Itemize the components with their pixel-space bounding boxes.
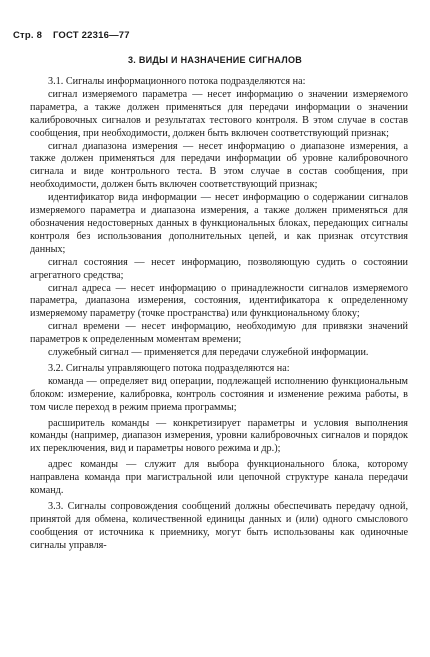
section-title: 3. ВИДЫ И НАЗНАЧЕНИЕ СИГНАЛОВ xyxy=(127,55,303,65)
paragraph-measured-parameter: сигнал измеряемого параметра — несет информацию о значении измеряемого параметра, а также должен применяться для передачи информации о значении калибровочных сигналов и результатах тестового контроля. В этом случае в состав сообщения, при необходимости, должен быть включен соответствующий признак; xyxy=(30,88,408,139)
paragraph-command-address: адрес команды — служит для выбора функционального блока, которому направлена команда при магистральной или цепочной структуре канала передачи команд. xyxy=(30,459,408,497)
paragraph-service-signal: служебный сигнал — применяется для передачи служебной информации. xyxy=(48,347,369,359)
paragraph-3-3: 3.3. Сигналы сопровождения сообщений должны обеспечивать передачу одной, принятой для обмена, количественной единицы данных и (или) одного смыслового сообщения от источника к приемнику, могут быть использованы как одиночные сигналы управля- xyxy=(30,501,408,551)
page-header xyxy=(13,30,138,41)
paragraph-3-2: 3.2. Сигналы управляющего потока подразделяются на: xyxy=(48,362,290,374)
paragraph-command-extender: расширитель команды — конкретизирует параметры и условия выполнения команды (например, диапазон измерения, уровни калибровочных сигналов и порядок их переключения, вид и параметры нового режима и др.); xyxy=(30,417,408,455)
standard-code: ГОСТ 22316—77 xyxy=(52,30,130,41)
paragraph-range-signal: сигнал диапазона измерения — несет информацию о диапазоне измерения, а также должен применяться для передачи информации об уровне калибровочного сигнала и виде контрольного теста. В этом случае в состав сообщения, при необходимости, должен быть включен соответствующий признак; xyxy=(30,140,408,191)
paragraph-3-1: 3.1. Сигналы информационного потока подразделяются на: xyxy=(48,76,306,87)
paragraph-time-signal: сигнал времени — несет информацию, необходимую для привязки значений параметров к определенным моментам времени; xyxy=(30,321,408,346)
paragraph-info-identifier: идентификатор вида информации — несет информацию о содержании сигналов измеряемого параметра и диапазона измерения, а также должен применяться для обозначения недостоверных данных в функциональных блоках, передающих сигналы контроля без использования дополнительных цепей, и как признак отсутствия данных; xyxy=(30,192,408,255)
paragraph-command: команда — определяет вид операции, подлежащей исполнению функциональным блоком: измерение, калибровка, контроль состояния и изменение режима работы, в том числе переход в режим приема программы; xyxy=(30,375,408,413)
page-number: Стр. 8 xyxy=(13,30,43,41)
paragraph-state-signal: сигнал состояния — несет информацию, позволяющую судить о состоянии агрегатного средства; xyxy=(30,256,408,281)
body-text xyxy=(30,76,408,553)
paragraph-address-signal: сигнал адреса — несет информацию о принадлежности сигналов измеряемого параметра, диапазона измерения, состояния, идентификатора к определенному измеряемому параметру (точке пространства) или функциональному блоку; xyxy=(30,282,408,320)
